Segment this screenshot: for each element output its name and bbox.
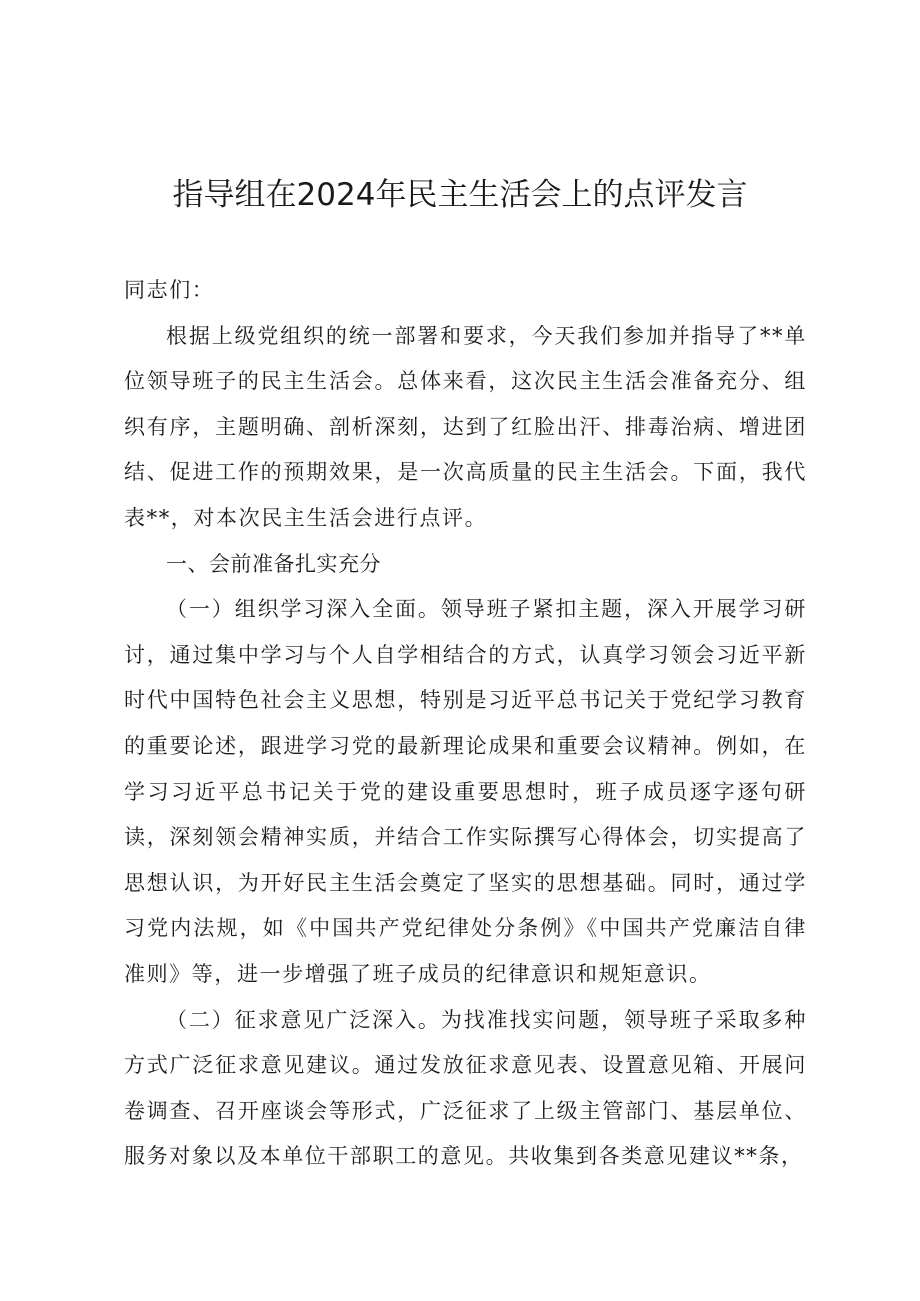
paragraph-opinions: （二）征求意见广泛深入。为找准找实问题，领导班子采取多种方式广泛征求意见建议。通过发放征求意见表、设置意见箱、开展问卷调查、召开座谈会等形式，广泛征求了上级主管部门、基层单位、服务对象以及本单位干部职工的意见。共收集到各类意见建议**条， (124, 1007, 807, 1169)
paragraph-intro: 根据上级党组织的统一部署和要求，今天我们参加并指导了**单位领导班子的民主生活会。总体来看，这次民主生活会准备充分、组织有序，主题明确、剖析深刻，达到了红脸出汗、排毒治病、增进团结、促进工作的预期效果，是一次高质量的民主生活会。下面，我代表**，对本次民主生活会进行点评。 (124, 323, 807, 530)
salutation: 同志们： (124, 278, 215, 302)
document-title: 指导组在2024年民主生活会上的点评发言 (172, 177, 748, 213)
section-heading: 一、会前准备扎实充分 (166, 551, 381, 576)
document-body (124, 268, 807, 1180)
paragraph-study: （一）组织学习深入全面。领导班子紧扣主题，深入开展学习研讨，通过集中学习与个人自学相结合的方式，认真学习领会习近平新时代中国特色社会主义思想，特别是习近平总书记关于党纪学习教育的重要论述，跟进学习党的最新理论成果和重要会议精神。例如，在学习习近平总书记关于党的建设重要思想时，班子成员逐字逐句研读，深刻领会精神实质，并结合工作实际撰写心得体会，切实提高了思想认识，为开好民主生活会奠定了坚实的思想基础。同时，通过学习党内法规，如《中国共产党纪律处分条例》《中国共产党廉洁自律准则》等，进一步增强了班子成员的纪律意识和规矩意识。 (124, 597, 807, 986)
